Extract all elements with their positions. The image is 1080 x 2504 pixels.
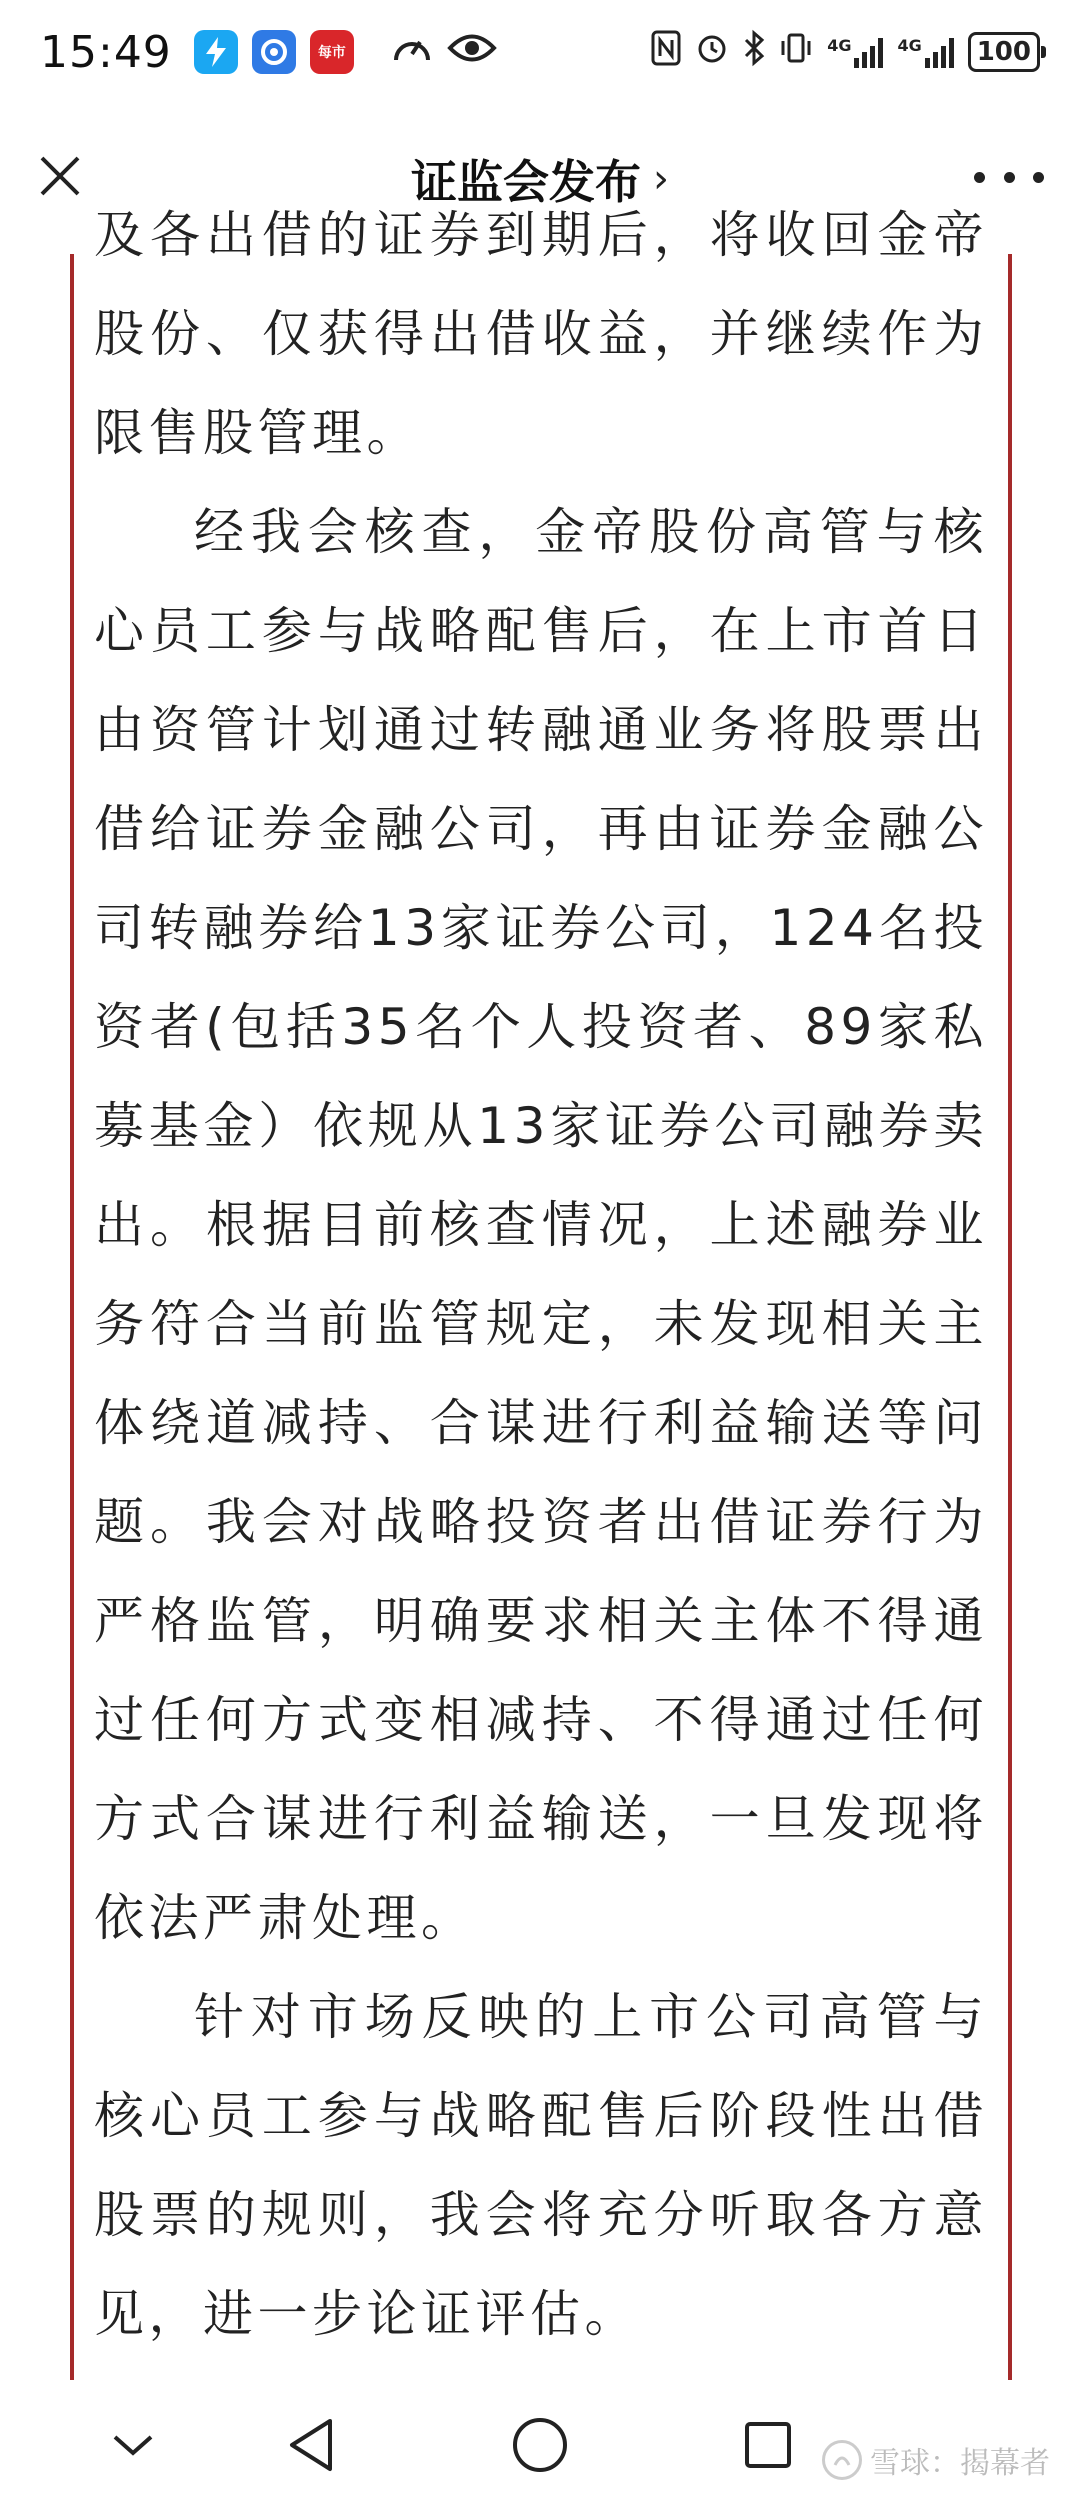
xueqiu-logo-icon [822, 2440, 862, 2480]
more-dot-icon [974, 172, 985, 183]
signal-icon-2 [897, 36, 953, 68]
vibrate-icon [779, 31, 813, 73]
back-button[interactable] [276, 2410, 346, 2480]
alarm-icon [695, 31, 729, 73]
status-right-group [651, 30, 1040, 74]
collapse-button[interactable] [98, 2410, 168, 2480]
article-content [94, 186, 988, 2364]
back-triangle-icon [286, 2417, 336, 2473]
recents-button[interactable] [733, 2410, 803, 2480]
blue-app-icon [252, 30, 296, 74]
recents-square-icon [743, 2420, 793, 2470]
status-bar [0, 0, 1080, 104]
nfc-icon [651, 30, 681, 74]
article-body[interactable] [70, 206, 1012, 2380]
more-dot-icon [1004, 172, 1015, 183]
signal-icon [827, 36, 883, 68]
battery-indicator: 100 [968, 32, 1040, 72]
bolt-app-icon [194, 30, 238, 74]
bluetooth-icon [743, 30, 765, 74]
close-button[interactable] [30, 146, 90, 206]
article-paragraph: 经我会核查，金帝股份高管与核心员工参与战略配售后，在上市首日由资管计划通过转融通业务将股票出借给证券金融公司，再由证券金融公司转融券给13家证券公司，124名投资者(包括35名个人投资者、89家私募基金）依规从13家证券公司融券卖出。根据目前核查情况，上述融券业务符合当前监管规定，未发现相关主体绕道减持、合谋进行利益输送等问题。我会对战略投资者出借证券行为严格监管，明确要求相关主体不得通过任何方式变相减持、不得通过任何方式合谋进行利益输送，一旦发现将依法严肃处理。 [94, 503, 988, 1947]
close-icon [38, 154, 82, 198]
eye-icon [448, 31, 496, 74]
more-dot-icon [1033, 172, 1044, 183]
watermark-text: 雪球：揭幕者 [870, 2446, 1050, 2481]
watermark [822, 2438, 1050, 2482]
page-title: 证监会发布 [411, 155, 641, 209]
speedometer-icon [390, 28, 434, 77]
home-circle-icon [511, 2416, 569, 2474]
chevron-down-icon [111, 2431, 155, 2459]
system-nav-bar [0, 2380, 1080, 2504]
network-type-label: 4G [827, 36, 852, 55]
red-app-icon: 每市 [310, 30, 354, 74]
status-time: 15:49 [40, 26, 172, 78]
home-button[interactable] [505, 2410, 575, 2480]
chevron-right-icon: › [653, 156, 669, 202]
article-paragraph: 针对市场反映的上市公司高管与核心员工参与战略配售后阶段性出借股票的规则，我会将充分听取各方意见，进一步论证评估。 [94, 1988, 988, 2343]
article-paragraph: 及各出借的证券到期后，将收回金帝股份、仅获得出借收益，并继续作为限售股管理。 [94, 206, 988, 462]
network-type-label-2: 4G [897, 36, 922, 55]
